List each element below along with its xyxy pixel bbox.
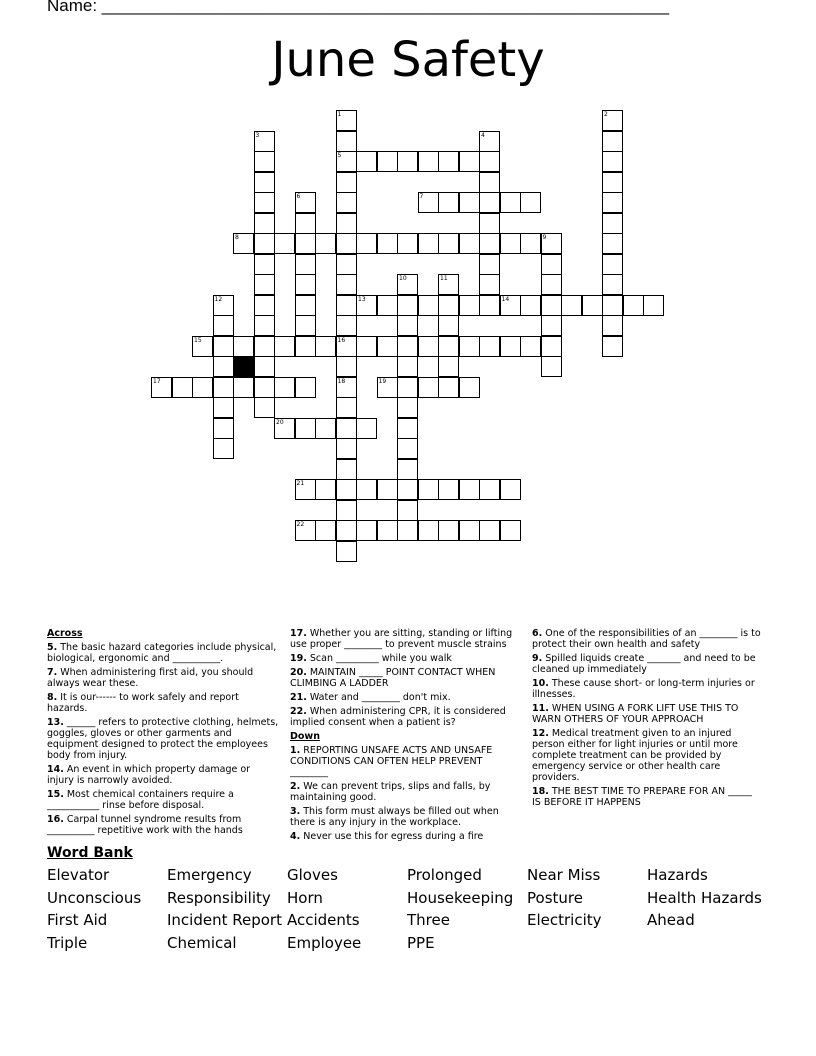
clue-item [47,642,279,664]
clue-item [290,667,518,689]
grid-cell[interactable] [315,233,336,254]
clue-item-number: 1. [290,745,301,756]
grid-cell[interactable] [356,151,377,172]
grid-cell[interactable] [397,315,418,336]
grid-cell[interactable] [582,295,603,316]
clue-number: 9 [542,234,547,241]
grid-cell[interactable] [295,233,316,254]
grid-cell[interactable] [541,315,562,336]
word-bank-item: Gloves [287,866,338,884]
clue-number: 12 [214,295,223,303]
word-bank-item: Accidents [287,911,360,930]
grid-cell[interactable] [418,479,439,500]
grid-cell[interactable] [418,520,439,541]
grid-cell[interactable] [295,295,316,316]
grid-cell[interactable] [213,438,234,459]
clue-item-text: Medical treatment given to an injured person either for light injuries or until more complete treatment can be provided by emergency service or other health care providers. [532,728,738,783]
grid-cell[interactable] [623,295,644,316]
grid-cell[interactable] [479,213,500,234]
grid-cell[interactable] [520,336,541,357]
clue-number: 16 [337,336,346,344]
grid-cell[interactable] [336,356,357,377]
grid-cell[interactable] [500,192,521,213]
grid-cell[interactable] [336,213,357,234]
clue-item-text: One of the responsibilities of an ________ is to protect their own health and safety [532,628,761,650]
word-bank-item: First Aid [47,911,108,930]
grid-cell[interactable] [397,295,418,316]
grid-cell[interactable] [336,479,357,500]
word-bank-item: Responsibility [167,888,271,907]
grid-cell[interactable] [602,131,623,152]
grid-cell[interactable] [520,233,541,254]
grid-cell[interactable] [438,233,459,254]
grid-cell[interactable] [479,274,500,295]
word-bank-item: Electricity [527,911,602,930]
grid-cell[interactable] [602,151,623,172]
across-heading: Across [47,628,83,639]
word-bank-item: Triple [47,934,88,953]
grid-cell[interactable] [192,377,213,398]
grid-cell[interactable] [336,459,357,480]
grid-cell[interactable] [561,295,582,316]
grid-cell[interactable] [541,336,562,357]
clue-item [47,764,279,786]
clue-item-text: When administering first aid, you should always wear these. [47,667,254,689]
grid-cell[interactable] [295,336,316,357]
clue-item-number: 21. [290,692,307,703]
grid-cell[interactable] [541,274,562,295]
clue-item-text: MAINTAIN _____ POINT CONTACT WHEN CLIMBING A LADDER [290,667,496,689]
grid-cell[interactable] [459,520,480,541]
clue-number: 3 [255,131,260,139]
clue-item [47,717,279,761]
word-bank-item: Elevator [47,866,110,884]
grid-cell[interactable] [336,274,357,295]
grid-cell[interactable] [336,541,357,562]
grid-cell[interactable] [254,295,275,316]
clue-item-text: THE BEST TIME TO PREPARE FOR AN _____ IS BEFORE IT HAPPENS [532,786,752,808]
grid-cell[interactable] [397,418,418,439]
clue-number: 7 [419,193,424,200]
grid-cell[interactable] [274,377,295,398]
grid-cell[interactable] [438,336,459,357]
clue-item-number: 19. [290,653,307,664]
clue-item-number: 7. [47,667,58,678]
grid-cell[interactable] [438,356,459,377]
grid-cell[interactable] [520,295,541,316]
clue-item-number: 17. [290,628,307,639]
grid-cell[interactable] [254,192,275,213]
grid-cell[interactable] [356,233,377,254]
clue-item [532,653,762,675]
clue-item-number: 13. [47,717,64,728]
grid-cell[interactable] [397,151,418,172]
grid-cell[interactable] [397,233,418,254]
grid-cell[interactable] [254,233,275,254]
clue-item-text: Whether you are sitting, standing or lifting use proper ________ to prevent muscle strains [290,628,513,650]
grid-cell[interactable] [336,438,357,459]
grid-cell[interactable] [336,295,357,316]
clue-item [47,789,279,811]
grid-cell[interactable] [377,520,398,541]
grid-cell[interactable] [254,336,275,357]
word-bank-item: Near Miss [527,866,601,884]
grid-cell[interactable] [479,336,500,357]
grid-cell[interactable] [438,192,459,213]
clue-item-number: 9. [532,653,543,664]
word-bank-item: Ahead [647,911,695,930]
grid-cell[interactable] [438,520,459,541]
clue-item-number: 10. [532,678,549,689]
clues-column-3 [532,628,762,811]
blocked-cell [233,356,254,377]
clue-item-text: WHEN USING A FORK LIFT USE THIS TO WARN OTHERS OF YOUR APPROACH [532,703,739,725]
grid-cell[interactable] [520,192,541,213]
grid-cell[interactable] [479,192,500,213]
word-bank-item: Chemical [167,934,237,953]
grid-cell[interactable] [459,192,480,213]
word-bank-item: Health Hazards [647,888,762,907]
grid-cell[interactable] [213,418,234,439]
word-bank-item: Unconscious [47,888,142,907]
across-clue-list-continued [290,628,518,728]
grid-cell[interactable] [233,377,254,398]
clue-item-number: 2. [290,781,301,792]
grid-cell[interactable] [254,151,275,172]
grid-cell[interactable] [602,172,623,193]
grid-cell[interactable] [438,377,459,398]
clue-number: 6 [296,193,301,200]
grid-cell[interactable] [479,151,500,172]
clue-item [290,653,518,664]
grid-cell[interactable] [397,520,418,541]
grid-cell[interactable] [459,233,480,254]
grid-cell[interactable] [315,336,336,357]
grid-cell[interactable] [418,151,439,172]
grid-cell[interactable] [377,479,398,500]
grid-cell[interactable] [602,233,623,254]
clue-item-text: We can prevent trips, slips and falls, by maintaining good. [290,781,491,803]
word-bank-item: Employee [287,934,362,953]
grid-cell[interactable] [602,254,623,275]
grid-cell[interactable] [479,479,500,500]
clue-item-text: Carpal tunnel syndrome results from __________ repetitive work with the hands [47,814,243,836]
grid-cell[interactable] [295,274,316,295]
grid-cell[interactable] [459,377,480,398]
grid-cell[interactable] [438,295,459,316]
grid-cell[interactable] [479,520,500,541]
word-bank-item: Housekeeping [407,888,514,907]
grid-cell[interactable] [213,397,234,418]
clue-item-text: These cause short- or long-term injuries or illnesses. [532,678,755,700]
grid-cell[interactable] [602,274,623,295]
grid-cell[interactable] [274,336,295,357]
word-bank-item: Emergency [167,866,252,884]
clue-item [532,703,762,725]
clue-number: 8 [235,234,239,241]
grid-cell[interactable] [500,336,521,357]
grid-cell[interactable] [479,172,500,193]
word-bank-item: Horn [287,888,323,907]
grid-cell[interactable] [336,520,357,541]
grid-cell[interactable] [602,295,623,316]
down-clue-list [290,745,518,842]
grid-cell[interactable] [336,397,357,418]
clue-item-number: 20. [290,667,307,678]
down-clue-list-continued [532,628,762,808]
grid-cell[interactable] [315,479,336,500]
clue-item-number: 8. [47,692,58,703]
grid-cell[interactable] [213,315,234,336]
grid-cell[interactable] [254,315,275,336]
clue-item [47,692,279,714]
grid-cell[interactable] [377,295,398,316]
grid-cell[interactable] [315,418,336,439]
clue-item-number: 16. [47,814,64,825]
grid-cell[interactable] [254,397,275,418]
grid-cell[interactable] [459,295,480,316]
grid-cell[interactable] [418,233,439,254]
grid-cell[interactable] [315,520,336,541]
clue-item-text: It is our------ to work safely and report hazards. [47,692,239,714]
clue-item-text: Spilled liquids create _______ and need to be cleaned up immediately [532,653,756,675]
clue-number: 17 [153,377,161,385]
word-bank-item: Hazards [647,866,708,884]
clue-number: 2 [604,111,608,118]
grid-cell[interactable] [254,274,275,295]
clue-item [47,814,279,836]
clue-item-number: 5. [47,642,58,653]
clue-item-text: REPORTING UNSAFE ACTS AND UNSAFE CONDITIONS CAN OFTEN HELP PREVENT ________ [290,745,493,778]
clue-item [290,706,518,728]
grid-cell[interactable] [602,192,623,213]
grid-cell[interactable] [479,233,500,254]
grid-cell[interactable] [254,377,275,398]
grid-cell[interactable] [397,459,418,480]
clue-number: 13 [358,295,366,303]
clues-column-1 [47,628,279,839]
grid-cell[interactable] [336,131,357,152]
grid-cell[interactable] [295,315,316,336]
clue-item-text: The basic hazard categories include physical, biological, ergonomic and __________. [47,642,277,664]
clue-item-text: Water and ________ don't mix. [306,692,451,703]
grid-cell[interactable] [438,151,459,172]
clue-item-text: When administering CPR, it is considered implied consent when a patient is? [290,706,506,728]
clue-item [290,781,518,803]
grid-cell[interactable] [459,336,480,357]
grid-cell[interactable] [397,356,418,377]
clue-item-number: 18. [532,786,549,797]
grid-cell[interactable] [479,295,500,316]
down-heading: Down [290,731,320,742]
grid-cell[interactable] [336,500,357,521]
grid-cell[interactable] [418,377,439,398]
grid-cell[interactable] [254,172,275,193]
clue-number: 22 [296,521,305,528]
grid-cell[interactable] [254,213,275,234]
clue-item-text: An event in which property damage or injury is narrowly avoided. [47,764,251,786]
grid-cell[interactable] [418,295,439,316]
clue-item-number: 3. [290,806,301,817]
clue-item-number: 12. [532,728,549,739]
grid-cell[interactable] [336,418,357,439]
clue-number: 1 [337,111,342,118]
word-bank-item: Incident Report [167,911,282,930]
grid-cell[interactable] [295,377,316,398]
clue-number: 11 [440,275,448,282]
word-bank-item: PPE [407,934,435,953]
name-field-line[interactable]: Name: ____________________________________________________________ [47,0,670,15]
grid-cell[interactable] [643,295,664,316]
clue-number: 4 [481,131,485,139]
clue-item [290,806,518,828]
grid-cell[interactable] [295,254,316,275]
clue-item [290,692,518,703]
clue-item [290,745,518,778]
grid-cell[interactable] [397,500,418,521]
clue-number: 19 [378,377,387,385]
clue-number: 20 [276,418,284,426]
grid-cell[interactable] [459,479,480,500]
grid-cell[interactable] [438,479,459,500]
grid-cell[interactable] [295,213,316,234]
grid-cell[interactable] [274,233,295,254]
grid-cell[interactable] [254,356,275,377]
grid-cell[interactable] [438,315,459,336]
grid-cell[interactable] [336,254,357,275]
clues-column-2 [290,628,518,845]
grid-cell[interactable] [356,418,377,439]
grid-cell[interactable] [479,254,500,275]
grid-cell[interactable] [172,377,193,398]
clue-item-number: 6. [532,628,543,639]
grid-cell[interactable] [397,438,418,459]
clue-number: 5 [337,152,342,159]
clue-item [532,628,762,650]
grid-cell[interactable] [377,151,398,172]
grid-cell[interactable] [500,479,521,500]
grid-cell[interactable] [500,233,521,254]
grid-cell[interactable] [397,336,418,357]
grid-cell[interactable] [541,295,562,316]
clue-item-text: This form must always be filled out when there is any injury in the workplace. [290,806,499,828]
clue-number: 15 [194,336,202,344]
clue-item-text: Most chemical containers require a ___________ rinse before disposal. [47,789,234,811]
grid-cell[interactable] [336,172,357,193]
grid-cell[interactable] [356,336,377,357]
grid-cell[interactable] [377,233,398,254]
clue-item-number: 4. [290,831,301,842]
grid-cell[interactable] [213,377,234,398]
grid-cell[interactable] [418,336,439,357]
grid-cell[interactable] [397,377,418,398]
grid-cell[interactable] [356,520,377,541]
page-title: June Safety [271,32,545,88]
word-bank-item: Posture [527,888,583,907]
clue-item [532,786,762,808]
clue-number: 18 [337,377,346,385]
clue-item [532,728,762,783]
word-bank-item: Three [407,911,450,930]
grid-cell[interactable] [213,336,234,357]
grid-cell[interactable] [602,336,623,357]
clue-item [290,628,518,650]
clue-item-number: 11. [532,703,549,714]
clue-item-text: Never use this for egress during a fire [300,831,484,842]
grid-cell[interactable] [500,520,521,541]
grid-cell[interactable] [254,254,275,275]
grid-cell[interactable] [397,397,418,418]
clue-item-text: ______ refers to protective clothing, helmets, goggles, gloves or other garments and equipment designed to protect the employees body from injury. [47,717,279,761]
grid-cell[interactable] [602,315,623,336]
clue-number: 14 [501,295,510,303]
grid-cell[interactable] [213,356,234,377]
grid-cell[interactable] [295,418,316,439]
grid-cell[interactable] [397,479,418,500]
clue-item-number: 15. [47,789,64,800]
grid-cell[interactable] [336,192,357,213]
clue-item [532,678,762,700]
clue-item-number: 14. [47,764,64,775]
clue-item-number: 22. [290,706,307,717]
clue-item-text: Scan _________ while you walk [306,653,452,664]
grid-cell[interactable] [459,151,480,172]
grid-cell[interactable] [541,254,562,275]
word-bank-item: Prolonged [407,866,482,884]
across-clue-list [47,642,279,836]
clue-number: 10 [399,275,407,282]
grid-cell[interactable] [336,233,357,254]
grid-cell[interactable] [356,479,377,500]
grid-cell[interactable] [602,213,623,234]
clue-number: 21 [296,480,305,487]
clue-item [47,667,279,689]
grid-cell[interactable] [377,336,398,357]
grid-cell[interactable] [233,336,254,357]
grid-cell[interactable] [541,356,562,377]
clue-item [290,831,518,842]
word-bank-title: Word Bank [47,845,133,861]
grid-cell[interactable] [336,315,357,336]
